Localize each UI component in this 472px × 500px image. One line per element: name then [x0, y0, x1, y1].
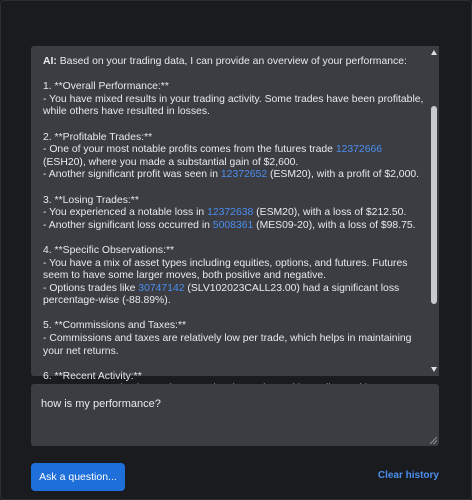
section-line [43, 283, 425, 308]
line-text: - Another significant profit was seen in [43, 169, 221, 181]
chat-scrollbar[interactable] [429, 46, 439, 376]
section-title: 2. **Profitable Trades:** [43, 131, 153, 143]
ask-question-button[interactable]: Ask a question... [31, 463, 125, 491]
section-losing-trades [43, 195, 425, 233]
line-text: - Another significant loss occurred in [43, 219, 213, 231]
intro-paragraph [43, 56, 425, 69]
intro-text: Based on your trading data, I can provide an overview of your performance: [56, 56, 407, 67]
resize-grip-icon[interactable] [430, 437, 437, 444]
section-commissions-taxes [43, 320, 425, 358]
trade-link-5008361[interactable]: 5008361 [212, 219, 254, 231]
trade-link-12372666[interactable]: 12372666 [335, 144, 383, 156]
line-text: (ESH20), where you made a substantial gain of $2,600. [43, 156, 299, 168]
section-title: 1. **Overall Performance:** [43, 81, 169, 93]
line-text: (ESM20), with a loss of $212.50. [253, 207, 407, 219]
line-text: - Options trades like [43, 282, 139, 294]
section-title: 5. **Commissions and Taxes:** [43, 320, 187, 332]
section-specific-observations [43, 245, 425, 308]
section-line [43, 144, 425, 169]
line-text: (SLV102023CALL23.00) had a significant loss percentage-wise (-88.89%). [43, 282, 400, 307]
section-line [43, 169, 425, 182]
question-input[interactable] [31, 384, 439, 446]
section-title: 3. **Losing Trades:** [43, 194, 139, 206]
line-text: (MES09-20), with a loss of $98.75. [253, 219, 416, 231]
section-overall-performance [43, 81, 425, 119]
scroll-thumb[interactable] [431, 106, 437, 304]
section-line: - Commissions and taxes are relatively low per trade, which helps in maintaining your net returns. [43, 333, 412, 357]
scroll-down-arrow-icon[interactable] [431, 367, 437, 372]
clear-history-link[interactable]: Clear history [377, 470, 439, 481]
line-text: - One of your most notable profits comes from the futures trade [43, 144, 336, 156]
section-line [43, 220, 425, 233]
trade-link-30747142[interactable]: 30747142 [138, 282, 185, 294]
section-line: - You have mixed results in your trading activity. Some trades have been profitable, while others have resulted in losses. [43, 93, 424, 118]
scroll-up-arrow-icon[interactable] [431, 50, 437, 55]
line-text: - You experienced a notable loss in [43, 207, 208, 219]
section-line: - You have a mix of asset types including equities, options, and futures. Futures seem to have some larger moves, both positive and negative. [43, 257, 408, 282]
chat-history-panel[interactable] [31, 46, 439, 382]
section-title: 6. **Recent Activity:** [43, 370, 142, 382]
ai-response [43, 56, 425, 421]
section-title: 4. **Specific Observations:** [43, 244, 175, 256]
question-input-container [31, 384, 439, 446]
trade-link-12372652[interactable]: 12372652 [220, 169, 268, 181]
ai-label: AI: [43, 56, 57, 67]
line-text: (ESM20), with a profit of $2,000. [267, 169, 420, 181]
section-profitable-trades [43, 132, 425, 182]
section-line [43, 207, 425, 220]
trade-link-12372638[interactable]: 12372638 [207, 207, 254, 219]
